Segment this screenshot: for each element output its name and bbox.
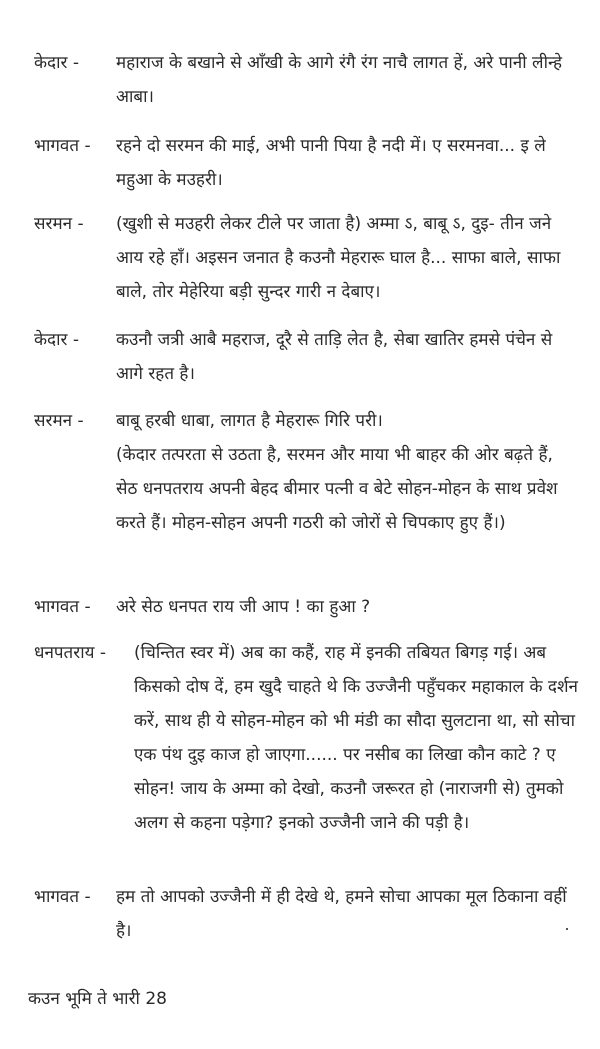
dialogue-entry xyxy=(34,590,578,624)
dialogue-text xyxy=(116,880,578,948)
dialogue-text xyxy=(116,207,578,309)
dialogue-entry xyxy=(34,636,578,840)
dialogue-line: अरे सेठ धनपत राय जी आप ! का हुआ ? xyxy=(116,597,371,617)
speaker-name: सरमन - xyxy=(34,411,84,431)
book-title: कउन भूमि ते भारी xyxy=(28,989,140,1009)
stray-dot xyxy=(566,928,568,930)
dialogue-line: (खुशी से मउहरी लेकर टीले पर जाता है) अम्मा ऽ, बाबू ऽ, दुइ- तीन जने आय रहे हाँ। अइसन जनात है कउनौ मेहरारू घाल है... साफा बाले, साफा बाले, तोर मेहेरिया बड़ी सुन्दर गारी न देबाए। xyxy=(116,214,561,302)
dialogue-entry xyxy=(34,880,578,948)
dialogue-entry xyxy=(34,404,578,540)
dialogue-line: कउनौ जत्री आबै महराज, दूरै से ताड़ि लेत है, सेबा खातिर हमसे पंचेन से आगे रहत है। xyxy=(116,330,553,384)
dialogue-line: हम तो आपको उज्जैनी में ही देखे थे, हमने सोचा आपका मूल ठिकाना वहीं है। xyxy=(116,887,567,941)
page-number: 28 xyxy=(145,989,167,1009)
dialogue-line: (चिन्तित स्वर में) अब का कहैं, राह में इनकी तबियत बिगड़ गई। अब किसको दोष दें, हम खुदै चाहते थे कि उज्जैनी पहुँचकर महाकाल के दर्शन करें, साथ ही ये सोहन-मोहन को भी मंडी का सौदा सुलटाना था, सो सोचा एक पंथ दुइ काज हो जाएगा...... पर नसीब का लिखा कौन काटे ? ए सोहन! जाय के अम्मा को देखो, कउनौ जरूरत हो (नाराजगी से) तुमको अलग से कहना पड़ेगा? इनको उज्जैनी जाने की पड़ी है। xyxy=(134,643,578,833)
dialogue-text xyxy=(116,129,578,197)
dialogue-entry xyxy=(34,323,578,391)
dialogue-entry xyxy=(34,129,578,197)
speaker-name: भागवत - xyxy=(34,597,91,617)
dialogue-text xyxy=(116,46,578,114)
speaker-name: भागवत - xyxy=(34,887,91,907)
speaker-name: सरमन - xyxy=(34,214,84,234)
speaker-name: धनपतराय - xyxy=(34,643,106,663)
dialogue-text xyxy=(134,636,578,840)
speaker-name: केदार - xyxy=(34,53,79,73)
stage-direction: (केदार तत्परता से उठता है, सरमन और माया भी बाहर की ओर बढ़ते हैं, सेठ धनपतराय अपनी बेहद बीमार पत्नी व बेटे सोहन-मोहन के साथ प्रवेश करते हैं। मोहन-सोहन अपनी गठरी को जोरों से चिपकाए हुए हैं।) xyxy=(116,445,558,533)
dialogue-text xyxy=(116,404,578,540)
speaker-name: भागवत - xyxy=(34,136,91,156)
page-footer xyxy=(28,985,167,1013)
speaker-name: केदार - xyxy=(34,330,79,350)
dialogue-entry xyxy=(34,46,578,114)
dialogue-line: महाराज के बखाने से आँखी के आगे रंगै रंग नाचै लागत हें, अरे पानी लीन्हे आबा। xyxy=(116,53,563,107)
dialogue-text xyxy=(116,590,578,624)
dialogue-line: बाबू हरबी धाबा, लागत है मेहरारू गिरि परी। xyxy=(116,411,383,431)
dialogue-entry xyxy=(34,207,578,309)
dialogue-text xyxy=(116,323,578,391)
dialogue-line: रहने दो सरमन की माई, अभी पानी पिया है नदी में। ए सरमनवा... इ ले महुआ के मउहरी। xyxy=(116,136,546,190)
